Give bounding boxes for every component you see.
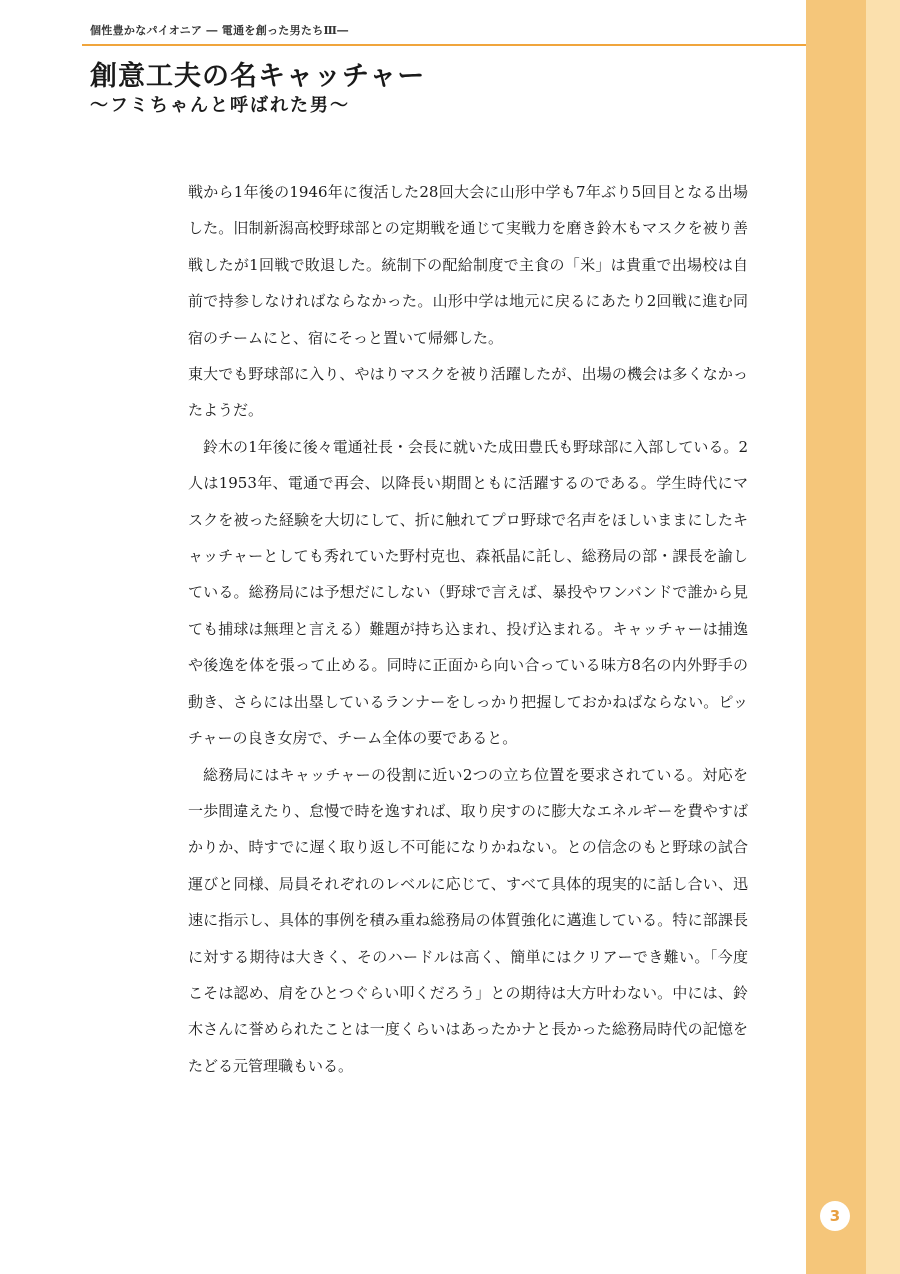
paragraph: 戦から1年後の1946年に復活した28回大会に山形中学も7年ぶり5回目となる出場した。旧制新潟高校野球部との定期戦を通じて実戦力を磨き鈴木もマスクを被り善戦したが1回戦で敗退した。統制下の配給制度で主食の「米」は貴重で出場校は自前で持参しなければならなかった。山形中学は地元に戻るにあたり2回戦に進む同宿のチームにと、宿にそっと置いて帰郷した。 [188, 183, 748, 347]
running-header: 個性豊かなパイオニア ― 電通を創った男たちⅢ― [90, 24, 349, 37]
side-color-band-light [866, 0, 900, 1274]
paragraph: 鈴木の1年後に後々電通社長・会長に就いた成田豊氏も野球部に入部している。2人は1953年、電通で再会、以降長い期間ともに活躍するのである。学生時代にマスクを被った経験を大切にして、折に触れてプロ野球で名声をほしいままにしたキャッチャーとしても秀れていた野村克也、森祇晶に託し、総務局の部・課長を諭している。総務局には予想だにしない（野球で言えば、暴投やワンバンドで誰から見ても捕球は無理と言える）難題が持ち込まれ、投げ込まれる。キャッチャーは捕逸や後逸を体を張って止める。同時に正面から向い合っている味方8名の内外野手の動き、さらには出塁しているランナーをしっかり把握しておかねばならない。ピッチャーの良き女房で、チーム全体の要であると。 [188, 437, 748, 748]
page-number: 3 [820, 1201, 850, 1231]
side-color-band [806, 0, 866, 1274]
article-body [188, 174, 748, 1084]
paragraph: 総務局にはキャッチャーの役割に近い2つの立ち位置を要求されている。対応を一歩間違えたり、怠慢で時を逸すれば、取り戻すのに膨大なエネルギーを費やすばかりか、時すでに遅く取り返し不可能になりかねない。との信念のもと野球の試合運びと同様、局員それぞれのレベルに応じて、すべて具体的現実的に話し合い、迅速に指示し、具体的事例を積み重ね総務局の体質強化に邁進している。特に部課長に対する期待は大きく、そのハードルは高く、簡単にはクリアーでき難い。「今度こそは認め、肩をひとつぐらい叩くだろう」との期待は大方叶わない。中には、鈴木さんに誉められたことは一度くらいはあったかナと長かった総務局時代の記憶をたどる元管理職もいる。 [188, 765, 748, 1075]
paragraph: 東大でも野球部に入り、やはりマスクを被り活躍したが、出場の機会は多くなかったようだ。 [188, 365, 748, 420]
article-title: 創意工夫の名キャッチャー [90, 61, 426, 92]
header-rule [82, 44, 806, 46]
article-subtitle: 〜フミちゃんと呼ばれた男〜 [90, 95, 350, 116]
